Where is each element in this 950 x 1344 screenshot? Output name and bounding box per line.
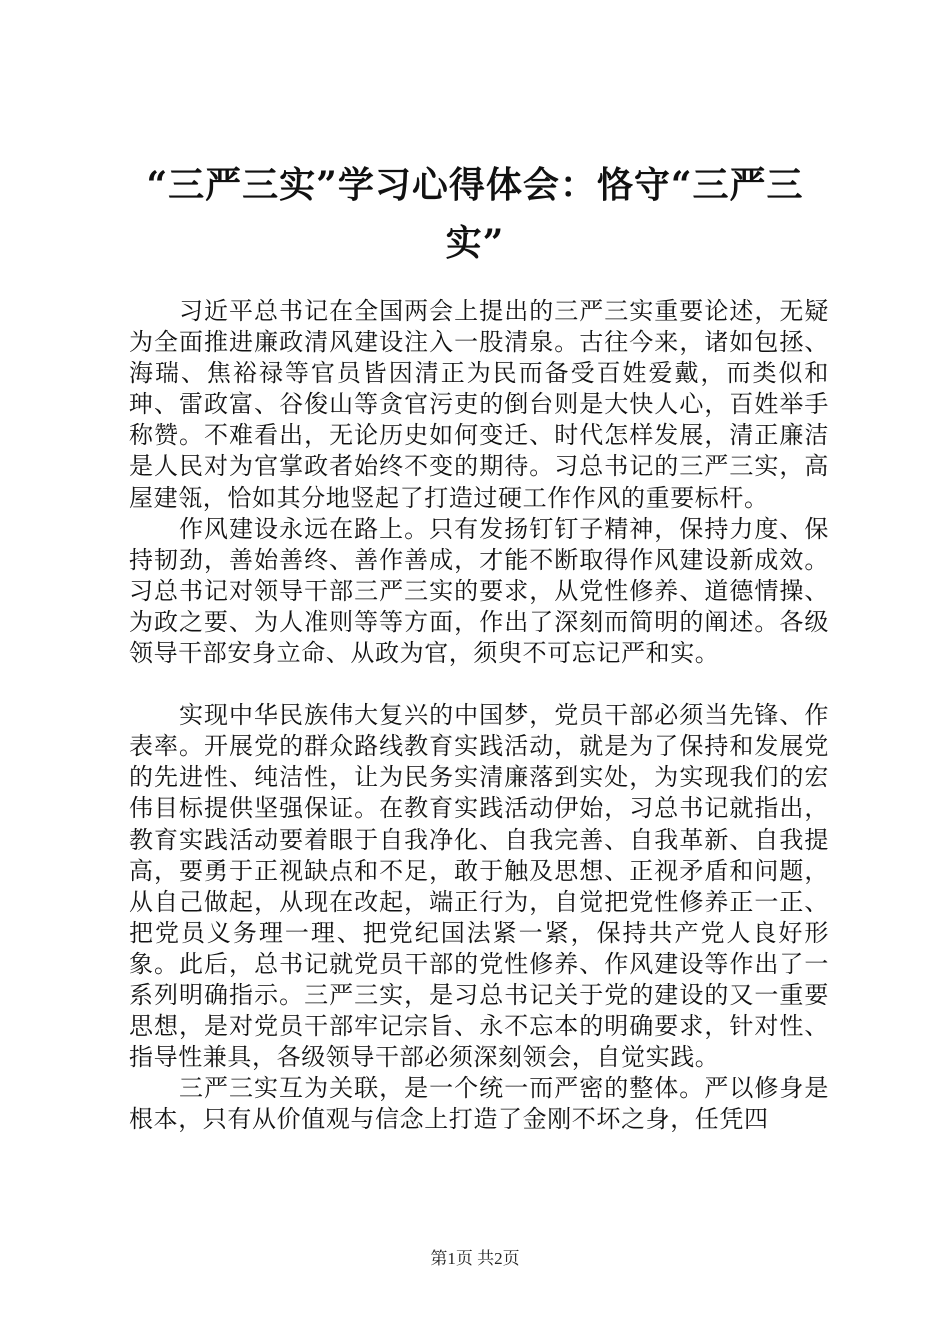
document-body <box>129 296 829 1135</box>
paragraph-3: 实现中华民族伟大复兴的中国梦，党员干部必须当先锋、作表率。开展党的群众路线教育实践活动，就是为了保持和发展党的先进性、纯洁性，让为民务实清廉落到实处，为实现我们的宏伟目标提供坚强保证。在教育实践活动伊始，习总书记就指出，教育实践活动要着眼于自我净化、自我完善、自我革新、自我提高，要勇于正视缺点和不足，敢于触及思想、正视矛盾和问题，从自己做起，从现在改起，端正行为，自觉把党性修养正一正、把党员义务理一理、把党纪国法紧一紧，保持共产党人良好形象。此后，总书记就党员干部的党性修养、作风建设等作出了一系列明确指示。三严三实，是习总书记关于党的建设的又一重要思想，是对党员干部牢记宗旨、永不忘本的明确要求，针对性、指导性兼具，各级领导干部必须深刻领会，自觉实践。 <box>129 701 829 1072</box>
paragraph-2: 作风建设永远在路上。只有发扬钉钉子精神，保持力度、保持韧劲，善始善终、善作善成，才能不断取得作风建设新成效。习总书记对领导干部三严三实的要求，从党性修养、道德情操、为政之要、为人准则等等方面，作出了深刻而简明的阐述。各级领导干部安身立命、从政为官，须臾不可忘记严和实。 <box>129 514 829 668</box>
page-number-footer: 第1页 共2页 <box>430 1249 520 1268</box>
document-title: “三严三实”学习心得体会：恪守“三严三实” <box>146 164 804 264</box>
paragraph-4: 三严三实互为关联，是一个统一而严密的整体。严以修身是根本，只有从价值观与信念上打造了金刚不坏之身，任凭四 <box>129 1074 829 1134</box>
paragraph-spacer <box>129 669 829 700</box>
paragraph-1: 习近平总书记在全国两会上提出的三严三实重要论述，无疑为全面推进廉政清风建设注入一股清泉。古往今来，诸如包拯、海瑞、焦裕禄等官员皆因清正为民而备受百姓爱戴，而类似和珅、雷政富、谷俊山等贪官污吏的倒台则是大快人心，百姓举手称赞。不难看出，无论历史如何变迁、时代怎样发展，清正廉洁是人民对为官掌政者始终不变的期待。习总书记的三严三实，高屋建瓴，恰如其分地竖起了打造过硬工作作风的重要标杆。 <box>129 297 829 512</box>
